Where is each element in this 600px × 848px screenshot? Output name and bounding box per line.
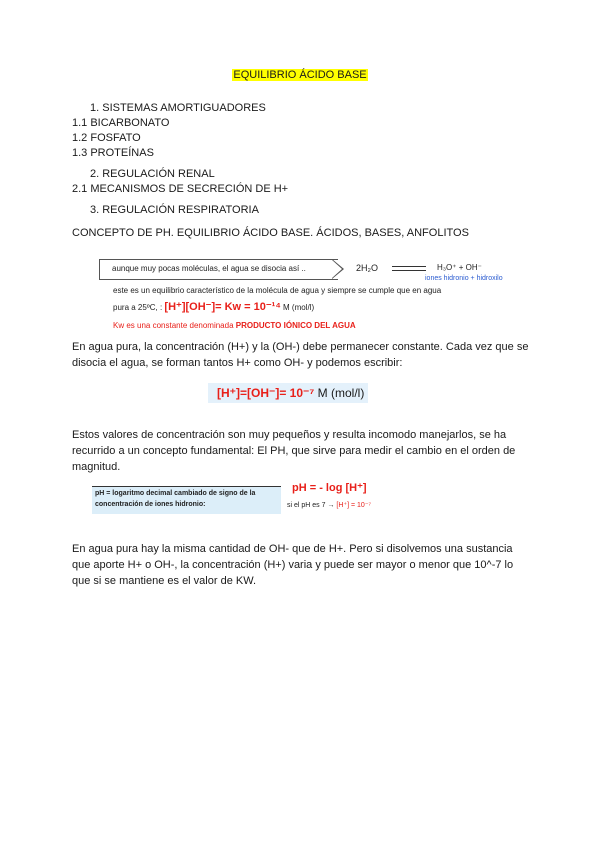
kw-note-line (113, 321, 356, 330)
paragraph: Estos valores de concentración son muy pequeños y resulta incomodo manejarlos, se ha recurrido a un concepto fundamental: El PH, que sirve para medir el cambio en el orden de magnitud. (72, 429, 516, 473)
paragraph: En agua pura hay la misma cantidad de OH- que de H+. Pero si disolvemos una sustancia que aporte H+ o OH-, la concentración (H+) varia y puede ser mayor o menor que 10^-7 lo que si se mantiene es el valor de KW. (72, 543, 514, 587)
outline-item: 1.3 PROTEÍNAS (72, 147, 154, 159)
ph-example-value: [H⁺] = 10⁻⁷ (336, 502, 372, 509)
kw-box-equation: [H⁺]=[OH⁻]= 10⁻⁷ (217, 386, 315, 400)
kw-unit: M (mol/l) (283, 303, 315, 312)
ph-example-prefix: si el pH es 7 → (287, 502, 335, 509)
kw-note-bold: PRODUCTO IÓNICO DEL AGUA (235, 321, 356, 330)
outline-item: 1.2 FOSFATO (72, 132, 141, 144)
kw-note: Kw es una constante denominada (113, 321, 234, 330)
kw-box-unit: M (mol/l) (317, 386, 365, 400)
outline-item: 3. REGULACIÓN RESPIRATORIA (90, 204, 259, 216)
outline-item: 2.1 MECANISMOS DE SECRECIÓN DE H+ (72, 183, 289, 195)
dissociation-text: aunque muy pocas moléculas, el agua se disocia así .. (112, 264, 306, 273)
products-label: iones hidronio + hidroxilo (425, 275, 503, 282)
title-text: EQUILIBRIO ÁCIDO BASE (233, 69, 367, 81)
kw-line (113, 300, 314, 313)
ph-definition-line2: concentración de iones hidronio: (95, 501, 206, 508)
document-title (0, 69, 600, 81)
arrow-tip-inner (332, 260, 342, 278)
kw-box-content (217, 386, 364, 400)
outline-item: 1. SISTEMAS AMORTIGUADORES (90, 102, 266, 114)
outline-item: 1.1 BICARBONATO (72, 117, 170, 129)
ph-definition-line1: pH = logaritmo decimal cambiado de signo de la (95, 490, 256, 497)
equilibrium-arrow-icon (392, 270, 426, 271)
paragraph: En agua pura, la concentración (H+) y la (OH-) debe permanecer constante. Cada vez que se disocia el agua, se forman tantos H+ como OH- y podemos escribir: (72, 341, 529, 369)
ph-example (287, 501, 371, 509)
ph-formula: pH = - log [H⁺] (292, 482, 367, 494)
reactant: 2H₂O (356, 263, 378, 273)
kw-equation: [H⁺][OH⁻]= Kw = 10⁻¹⁴ (164, 301, 281, 313)
concept-heading: CONCEPTO DE PH. EQUILIBRIO ÁCIDO BASE. ÁCIDOS, BASES, ANFOLITOS (72, 227, 469, 239)
equilibrium-note: este es un equilibrio característico de la molécula de agua y siempre se cumple que en agua (113, 286, 442, 295)
outline-item: 2. REGULACIÓN RENAL (90, 168, 215, 180)
kw-line-prefix: pura a 25ºC, : (113, 303, 163, 312)
products: H₃O⁺ + OH⁻ (437, 263, 482, 272)
equilibrium-arrow-icon (392, 266, 426, 267)
